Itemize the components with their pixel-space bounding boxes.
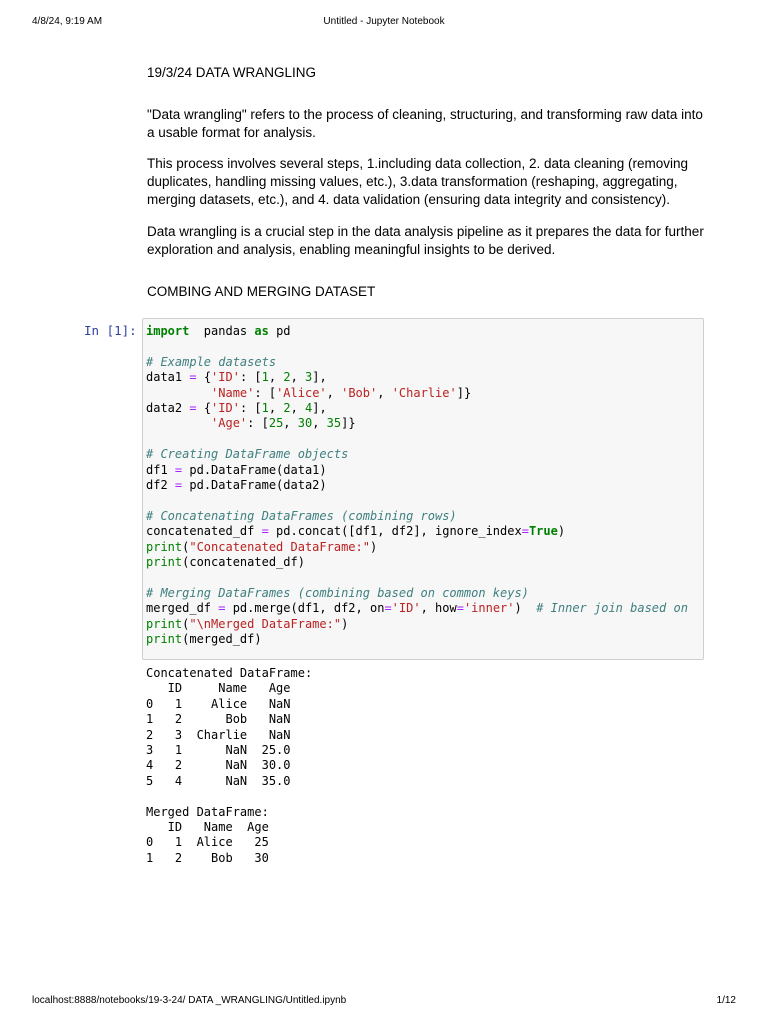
code-cell-output xyxy=(146,666,312,866)
print-page-title: Untitled - Jupyter Notebook xyxy=(323,16,445,27)
markdown-heading xyxy=(147,64,707,82)
code-line: import pandas as pd xyxy=(146,324,291,338)
markdown-paragraph-3: Data wrangling is a crucial step in the data analysis pipeline as it prepares the data for further exploration and analysis, enabling meaningful insights to be derived. xyxy=(147,224,704,257)
print-header xyxy=(32,16,736,30)
code-line: df2 = pd.DataFrame(data2) xyxy=(146,478,327,493)
code-line: # Example datasets xyxy=(146,354,277,369)
print-page-number: 1/12 xyxy=(716,995,736,1006)
code-line: # Merging DataFrames (combining based on common keys) xyxy=(146,585,529,600)
code-line: data1 = {'ID': [1, 2, 3], xyxy=(146,370,327,385)
input-prompt: In [1]: xyxy=(84,323,137,338)
code-line: # Creating DataFrame objects xyxy=(146,447,349,462)
code-line: 'Age': [25, 30, 35]} xyxy=(211,416,356,431)
code-line: merged_df = pd.merge(df1, df2, on='ID', how='inner') # Inner join based on xyxy=(146,601,688,616)
markdown-paragraph-1: "Data wrangling" refers to the process of cleaning, structuring, and transforming raw data into a usable format for analysis. xyxy=(147,107,703,140)
code-line: data2 = {'ID': [1, 2, 4], xyxy=(146,401,327,416)
code-line: print(concatenated_df) xyxy=(146,555,305,570)
code-line: concatenated_df = pd.concat([df1, df2], ignore_index=True) xyxy=(146,524,566,539)
code-line: 'Name': ['Alice', 'Bob', 'Charlie']} xyxy=(211,385,472,400)
output-text: Concatenated DataFrame: ID Name Age 0 1 Alice NaN 1 2 Bob NaN 2 3 Charlie NaN 3 1 NaN 25.0 4 2 NaN 30.0 5 4 NaN 35.0 Merged DataFrame: ID Name Age 0 1 Alice 25 1 2 Bob 30 xyxy=(146,666,313,865)
code-cell-input[interactable] xyxy=(142,318,704,660)
print-datetime: 4/8/24, 9:19 AM xyxy=(32,16,103,27)
notebook-heading: 19/3/24 DATA WRANGLING xyxy=(147,65,317,80)
code-line: print(merged_df) xyxy=(146,632,262,647)
markdown-paragraph-2: This process involves several steps, 1.including data collection, 2. data cleaning (removing duplicates, handling missing values, etc.), 3.data transformation (reshaping, aggregating, merging datasets, etc.), and 4. data validation (ensuring data integrity and consistency). xyxy=(147,156,689,207)
code-line: df1 = pd.DataFrame(data1) xyxy=(146,462,327,477)
print-url: localhost:8888/notebooks/19-3-24/ DATA _WRANGLING/Untitled.ipynb xyxy=(32,995,347,1006)
section-heading: COMBING AND MERGING DATASET xyxy=(147,284,376,299)
code-line: # Concatenating DataFrames (combining rows) xyxy=(146,508,457,523)
code-line: print("\nMerged DataFrame:") xyxy=(146,616,349,631)
code-editor[interactable] xyxy=(146,324,688,648)
markdown-section-heading xyxy=(147,283,707,301)
code-line: print("Concatenated DataFrame:") xyxy=(146,539,378,554)
